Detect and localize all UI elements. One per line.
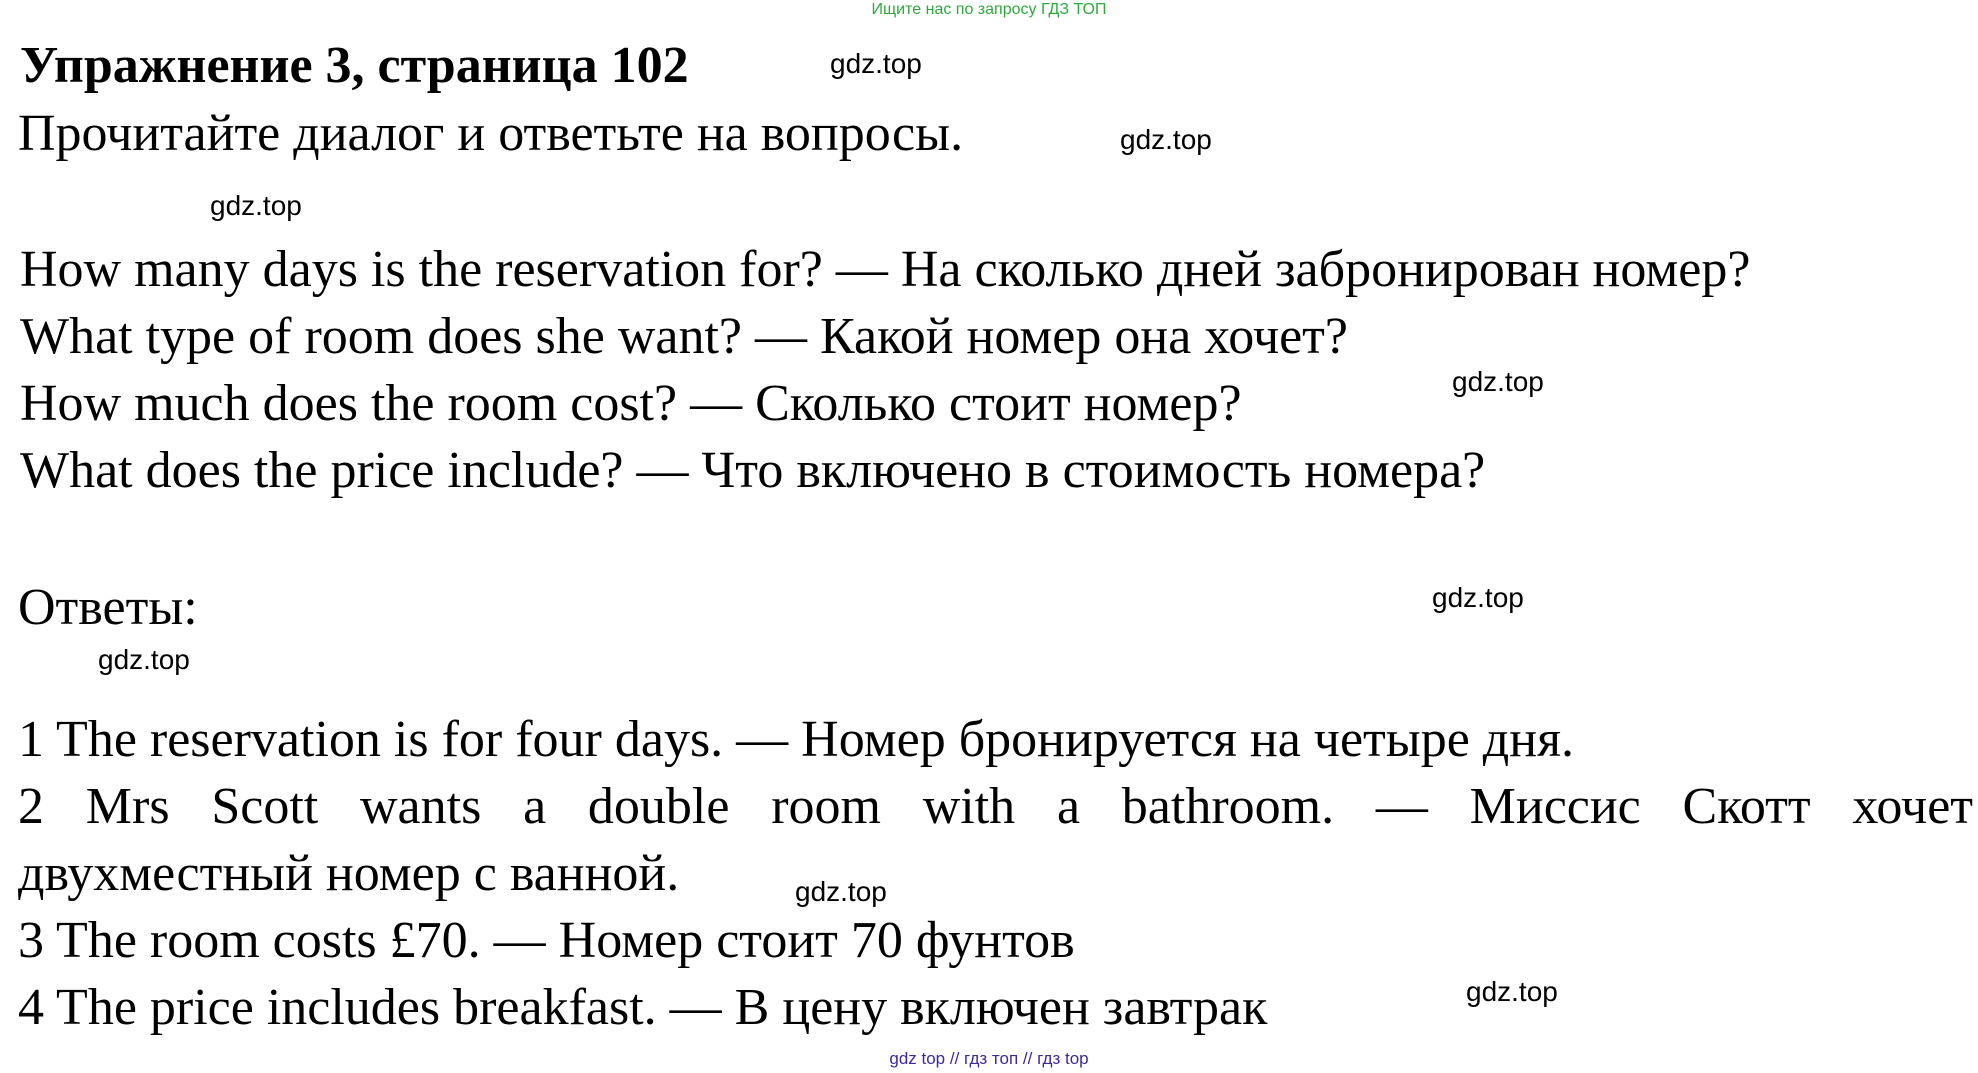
watermark: gdz.top xyxy=(210,190,302,221)
link-separator: // xyxy=(949,1049,960,1068)
bottom-link[interactable]: гдз top xyxy=(1037,1049,1089,1068)
bottom-link[interactable]: гдз топ xyxy=(964,1049,1019,1068)
answer-2-line-1: 2 Mrs Scott wants a double room with a bathroom. — Миссис Скотт хочет xyxy=(18,778,1973,835)
question-3: How much does the room cost? — Сколько стоит номер? xyxy=(20,375,1242,432)
exercise-title: Упражнение 3, страница 102 xyxy=(20,37,689,94)
bottom-links-bar xyxy=(0,1049,1978,1069)
watermark: gdz.top xyxy=(795,876,887,907)
watermark: gdz.top xyxy=(1120,124,1212,155)
question-4: What does the price include? — Что включено в стоимость номера? xyxy=(20,442,1486,499)
watermark: gdz.top xyxy=(1452,366,1544,397)
question-1: How many days is the reservation for? — На сколько дней забронирован номер? xyxy=(20,241,1751,298)
question-2: What type of room does she want? — Какой номер она хочет? xyxy=(20,308,1348,365)
answer-3: 3 The room costs £70. — Номер стоит 70 фунтов xyxy=(18,912,1075,969)
bottom-link[interactable]: gdz top xyxy=(889,1049,946,1068)
watermark: gdz.top xyxy=(1466,976,1558,1007)
answer-1: 1 The reservation is for four days. — Номер бронируется на четыре дня. xyxy=(18,711,1574,768)
watermark: gdz.top xyxy=(1432,582,1524,613)
answer-4: 4 The price includes breakfast. — В цену включен завтрак xyxy=(18,979,1268,1036)
link-separator: // xyxy=(1022,1049,1033,1068)
answers-heading: Ответы: xyxy=(18,579,198,636)
watermark: gdz.top xyxy=(98,644,190,675)
answer-2-line-2: двухместный номер с ванной. xyxy=(18,845,680,902)
top-banner: Ищите нас по запросу ГДЗ ТОП xyxy=(871,1,1107,18)
watermark: gdz.top xyxy=(830,48,922,79)
instruction-text: Прочитайте диалог и ответьте на вопросы. xyxy=(18,105,964,162)
